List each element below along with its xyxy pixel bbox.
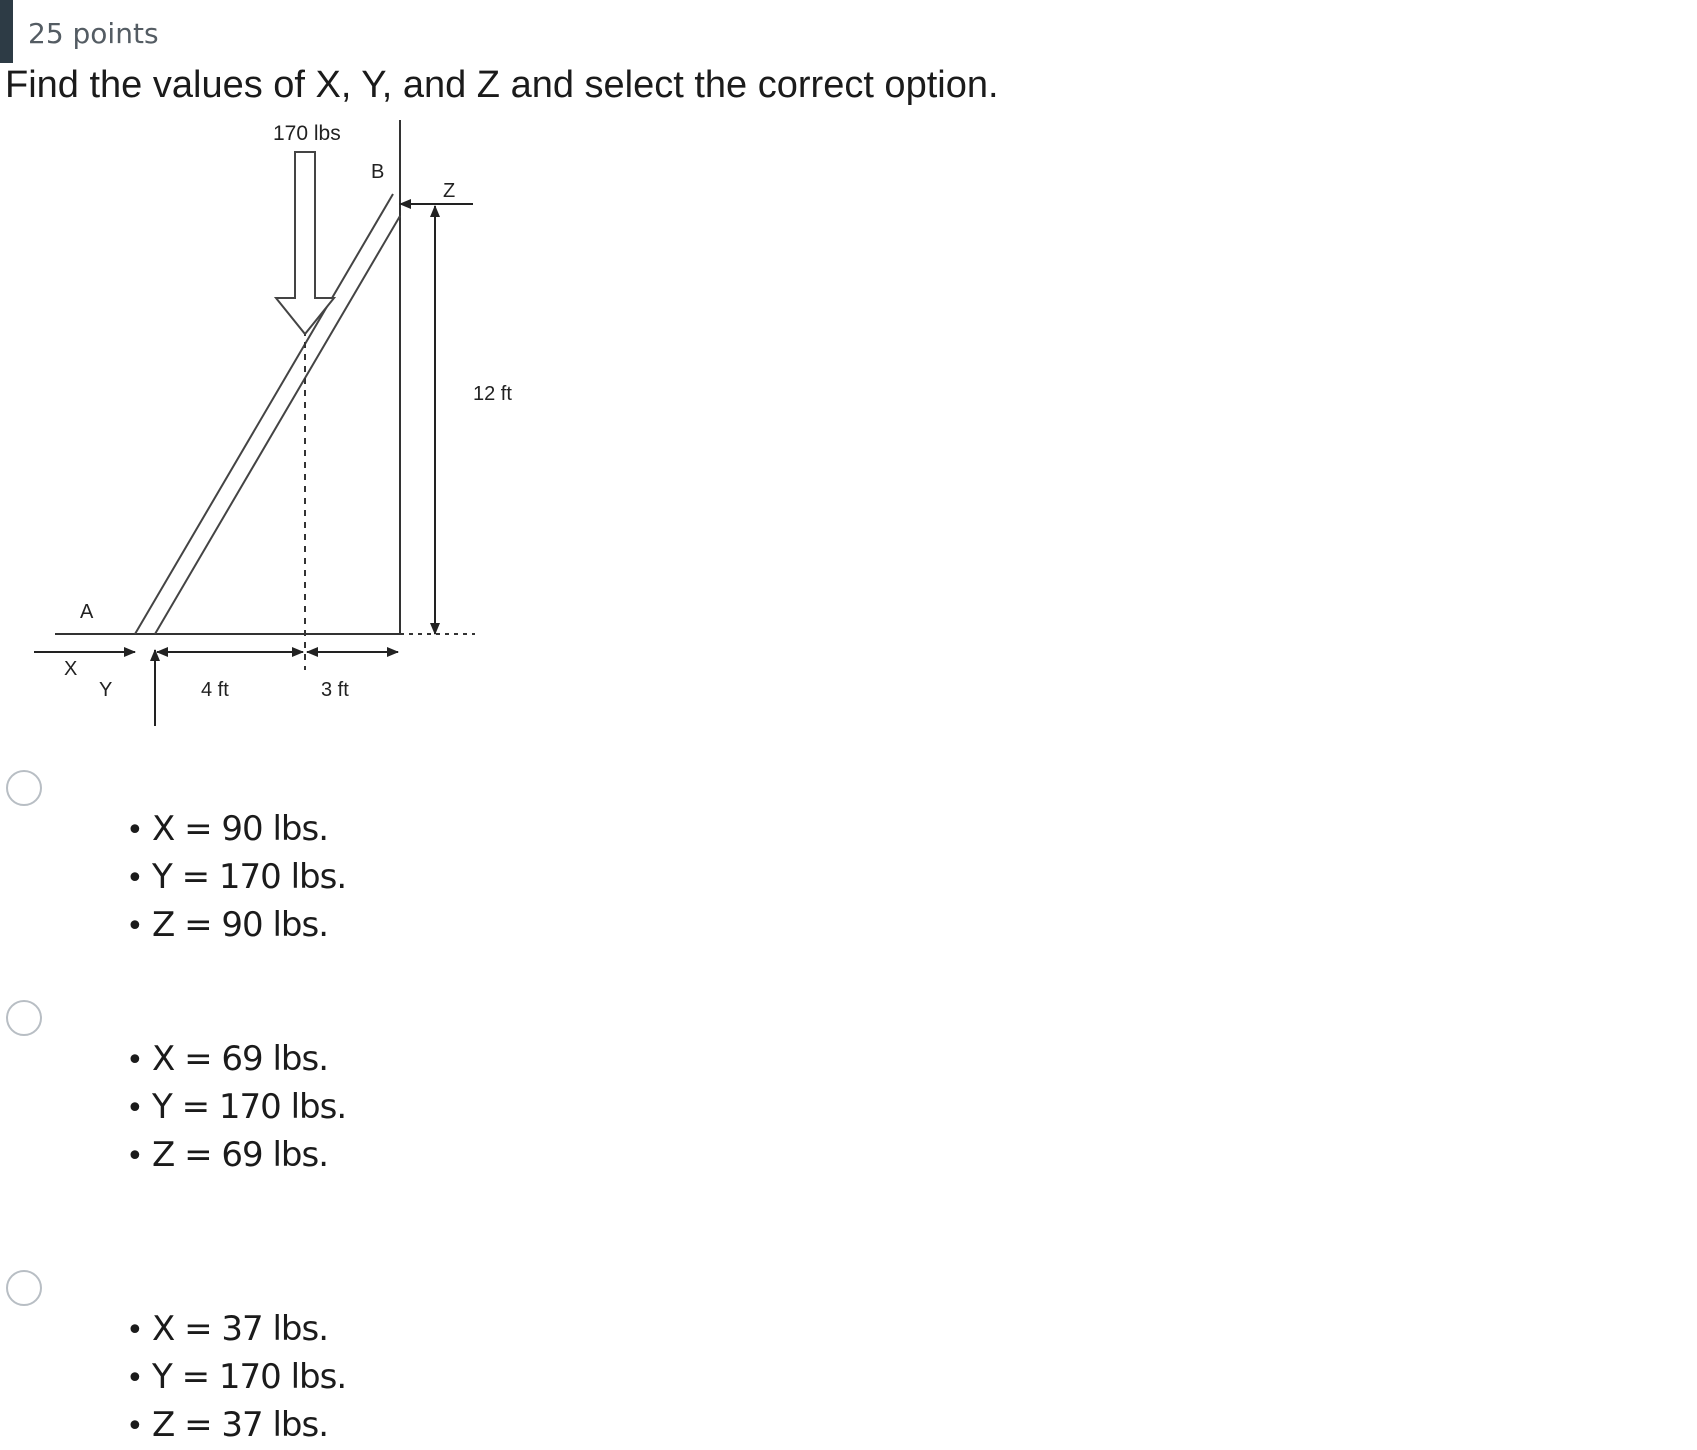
answer-option-3-y: • Y = 170 lbs. — [126, 1354, 346, 1402]
answer-option-3-list — [126, 1306, 346, 1450]
height-label: 12 ft — [473, 383, 512, 405]
point-b-label: B — [371, 161, 385, 183]
answer-option-1-list — [126, 806, 346, 950]
load-label: 170 lbs — [273, 122, 341, 145]
answer-option-2-z: • Z = 69 lbs. — [126, 1132, 346, 1180]
ladder-force-diagram — [30, 120, 530, 740]
answer-option-3-z: • Z = 37 lbs. — [126, 1402, 346, 1450]
ladder-rail-left — [135, 194, 393, 634]
z-force-label: Z — [443, 180, 456, 202]
answer-option-2-y: • Y = 170 lbs. — [126, 1084, 346, 1132]
left-span-label: 4 ft — [201, 679, 229, 701]
load-arrow — [276, 152, 334, 334]
answer-option-3-x: • X = 37 lbs. — [126, 1306, 346, 1354]
answer-option-1-x: • X = 90 lbs. — [126, 806, 346, 854]
answer-radio-1[interactable] — [6, 770, 42, 806]
right-span-label: 3 ft — [321, 679, 349, 701]
answer-option-1[interactable] — [0, 770, 700, 970]
answer-option-3[interactable] — [0, 1270, 700, 1445]
answer-radio-2[interactable] — [6, 1000, 42, 1036]
answer-option-2-x: • X = 69 lbs. — [126, 1036, 346, 1084]
point-a-label: A — [80, 601, 94, 623]
answer-option-1-z: • Z = 90 lbs. — [126, 902, 346, 950]
question-points: 25 points — [28, 17, 159, 50]
ladder-rail-right — [155, 216, 400, 634]
answer-option-2-list — [126, 1036, 346, 1180]
y-force-label: Y — [99, 679, 113, 701]
answer-option-2[interactable] — [0, 1000, 700, 1200]
answer-option-1-y: • Y = 170 lbs. — [126, 854, 346, 902]
points-accent-bar — [0, 0, 13, 63]
answer-radio-3[interactable] — [6, 1270, 42, 1306]
x-force-label: X — [64, 658, 78, 680]
question-text: Find the values of X, Y, and Z and select the correct option. — [5, 64, 999, 106]
